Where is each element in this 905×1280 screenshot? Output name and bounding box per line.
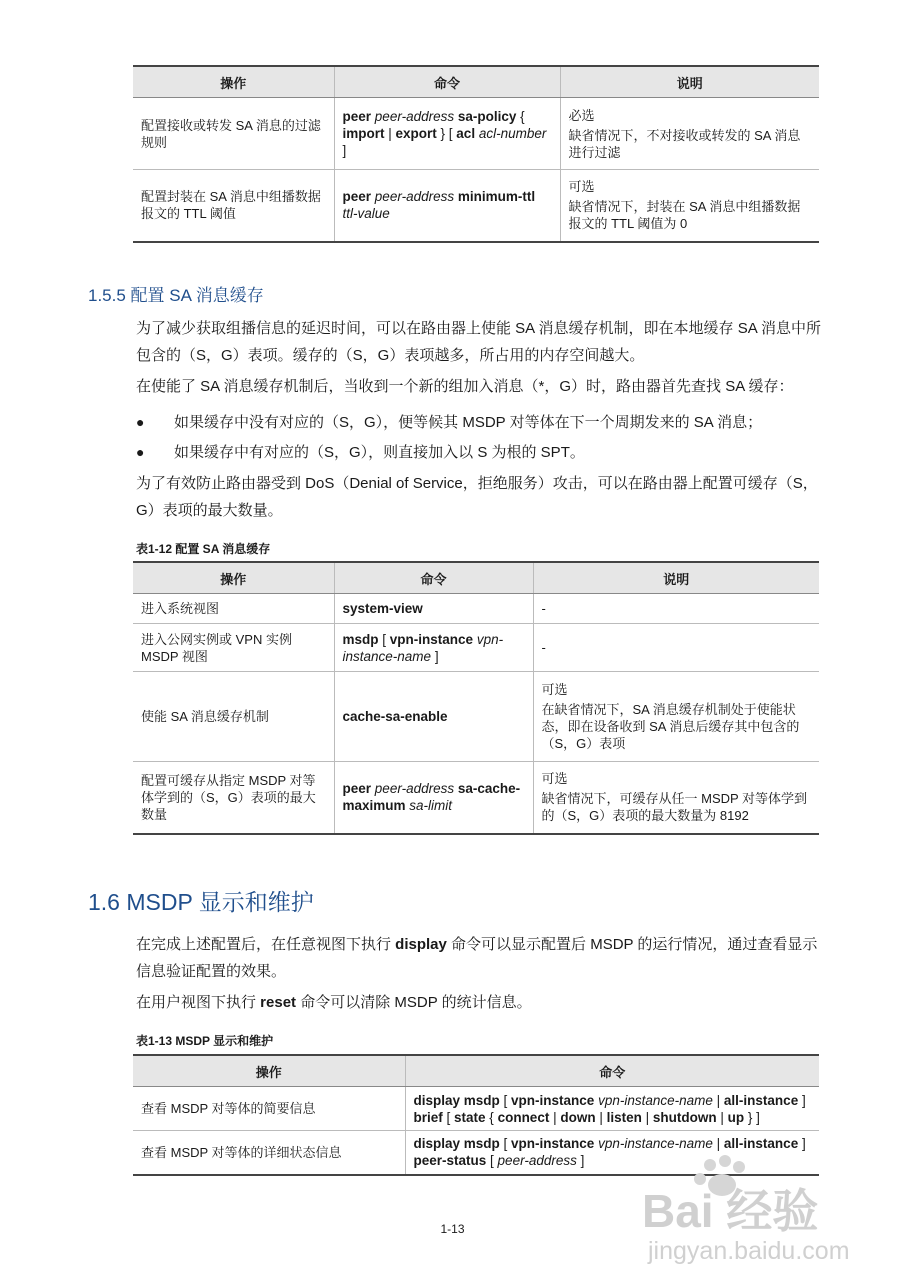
desc-requirement: 必选 xyxy=(568,107,595,123)
cmd-cell: peer peer-address sa-cache-maximum sa-limit xyxy=(334,762,533,834)
section-heading-1-6: 1.6 MSDP 显示和维护 xyxy=(88,889,314,915)
desc-requirement: 可选 xyxy=(568,179,595,195)
col-header-op: 操作 xyxy=(133,562,334,594)
watermark-url: jingyan.baidu.com xyxy=(648,1237,850,1265)
op-cell: 进入系统视图 xyxy=(133,594,334,624)
col-header-desc: 说明 xyxy=(560,66,819,98)
cmd-cell: display msdp [ vpn-instance vpn-instance-name | all-instance ] peer-status [ peer-address ] xyxy=(405,1131,819,1175)
paragraph: 在完成上述配置后，在任意视图下执行 display 命令可以显示配置后 MSDP 的运行情况，通过查看显示信息验证配置的效果。 xyxy=(136,936,818,980)
table-row xyxy=(133,594,819,624)
cmd-cell: peer peer-address sa-policy { import | export } [ acl acl-number ] xyxy=(334,98,560,170)
paragraph: 在用户视图下执行 reset 命令可以清除 MSDP 的统计信息。 xyxy=(136,994,532,1011)
watermark-logo: Bai 经验 xyxy=(642,1185,819,1237)
desc-requirement: 可选 xyxy=(541,682,568,697)
baidu-jingyan-watermark xyxy=(640,1155,865,1270)
table-caption: 表1-13 MSDP 显示和维护 xyxy=(136,1034,274,1048)
table-row xyxy=(133,762,819,834)
desc-cell xyxy=(533,594,819,624)
op-cell: 进入公网实例或 VPN 实例 MSDP 视图 xyxy=(133,624,334,672)
col-header-op: 操作 xyxy=(133,1055,405,1087)
op-cell: 配置封装在 SA 消息中组播数据报文的 TTL 阈值 xyxy=(133,170,334,242)
op-cell: 使能 SA 消息缓存机制 xyxy=(133,672,334,762)
cmd-cell: system-view xyxy=(334,594,533,624)
desc-cell xyxy=(533,762,819,834)
col-header-cmd: 命令 xyxy=(334,66,560,98)
paragraph: 为了有效防止路由器受到 DoS（Denial of Service，拒绝服务）攻击，可以在路由器上配置可缓存（S，G）表项的最大数量。 xyxy=(136,475,818,519)
table-row xyxy=(133,98,819,170)
op-cell: 查看 MSDP 对等体的详细状态信息 xyxy=(133,1131,405,1175)
desc-text: 缺省情况下，不对接收或转发的 SA 消息进行过滤 xyxy=(568,127,801,160)
op-cell: 配置接收或转发 SA 消息的过滤规则 xyxy=(133,98,334,170)
table-peer-config xyxy=(133,65,819,243)
desc-cell xyxy=(533,624,819,672)
desc-requirement: - xyxy=(541,601,546,616)
bullet-icon: ● xyxy=(136,444,145,460)
desc-cell xyxy=(560,170,819,242)
col-header-cmd: 命令 xyxy=(405,1055,819,1087)
section-heading-1-5-5: 1.5.5 配置 SA 消息缓存 xyxy=(88,286,264,305)
table-row xyxy=(133,1087,819,1131)
desc-requirement: 可选 xyxy=(541,771,568,787)
paragraph: 为了减少获取组播信息的延迟时间，可以在路由器上使能 SA 消息缓存机制，即在本地缓存 SA 消息中所包含的（S，G）表项。缓存的（S，G）表项越多，所占用的内存空间越大。 xyxy=(136,320,822,364)
document-page: 操作 命令 说明 配置接收或转发 SA 消息的过滤规则 peer peer-address sa-policy { import | export } [ acl acl-number ] 必选 缺省情况下，不对接收或转发的 SA 消息进行过滤 配置封装在 SA 消息中组播数据报文的 TTL 阈值 peer peer-address minimum-ttl ttl-value 可选 缺省情况下，封装在 SA 消息中组播数据报文的 TTL 阈值为 0 1.5.5 配置 SA 消息缓存 为了减少获取组播信息的延迟时间，可以在路由器上使能 SA 消息缓存机制，即在本地缓存 SA 消息中所包含的（S，G）表项。缓存的（S，G）表项越多，所占用的内存空间越大。 在使能了 SA 消息缓存机制后，当收到一个新的组加入消息（*，G）时，路由器首先查找 SA 缓存： ● 如果缓存中没有对应的（S，G），便等候其 MSDP 对等体在下一个周期发来的 SA 消息； ● 如果缓存中有对应的（S，G），则直接加入以 S 为根的 SPT。 为了有效防止路由器受到 DoS（Denial of Service，拒绝服务）攻击，可以在路由器上配置可缓存（S，G）表项的最大数量。 表1-12 配置 SA 消息缓存 操作 命令 说明 进入系统视图 system-view - 进入公网实例或 VPN 实例 MSDP 视图 msdp [ vpn-instance vpn-instance-name ] - 使能 SA 消息缓存机制 cache-sa-enable 可选 在缺省情况下，SA 消息缓存机制处于使能状态，即在设备收到 SA 消息后缓存其中包含的（S，G）表项 配置可缓存从指定 MSDP 对等体学到的（S，G）表项的最大数量 peer peer-address sa-cache-maximum sa-limit 可选 缺省情况下，可缓存从任一 MSDP 对等体学到的（S，G）表项的最大数量为 8192 1.6 MSDP 显示和维护 在完成上述配置后，在任意视图下执行 display 命令可以显示配置后 MSDP 的运行情况，通过查看显示信息验证配置的效果。 在用户视图下执行 reset 命令可以清除 MSDP 的统计信息。 表1-13 MSDP 显示和维护 操作 命令 查看 MSDP 对等体的简要信息 display msdp [ vpn-instance vpn-instance-name | all-instance ] brief [ state { connect | down | listen | shutdown | up } ] 查看 MSDP 对等体的详细状态信息 display msdp [ vpn-instance vpn-instance-name | all-instance ] peer-status [ peer-address ] 1-13 Bai 经验 jingyan.baidu.com xyxy=(0,0,905,1280)
desc-cell xyxy=(533,672,819,762)
table-sa-cache xyxy=(133,561,819,835)
desc-text: 缺省情况下，封装在 SA 消息中组播数据报文的 TTL 阈值为 0 xyxy=(568,199,801,232)
col-header-desc: 说明 xyxy=(533,562,819,594)
col-header-op: 操作 xyxy=(133,66,334,98)
desc-cell xyxy=(560,98,819,170)
table-row xyxy=(133,170,819,242)
table-caption: 表1-12 配置 SA 消息缓存 xyxy=(136,542,271,556)
op-cell: 配置可缓存从指定 MSDP 对等体学到的（S，G）表项的最大数量 xyxy=(133,762,334,834)
desc-text: 在缺省情况下，SA 消息缓存机制处于使能状态，即在设备收到 SA 消息后缓存其中包含的（S，G）表项 xyxy=(541,702,800,751)
cmd-cell: cache-sa-enable xyxy=(334,672,533,762)
cmd-cell: display msdp [ vpn-instance vpn-instance-name | all-instance ] brief [ state { connect | down | listen | shutdown | up } ] xyxy=(405,1087,819,1131)
table-row xyxy=(133,624,819,672)
col-header-cmd: 命令 xyxy=(334,562,533,594)
cmd-cell: msdp [ vpn-instance vpn-instance-name ] xyxy=(334,624,533,672)
desc-text: 缺省情况下，可缓存从任一 MSDP 对等体学到的（S，G）表项的最大数量为 8192 xyxy=(541,791,808,824)
bullet-icon: ● xyxy=(136,414,145,430)
page-number: 1-13 xyxy=(440,1222,465,1236)
paragraph: 在使能了 SA 消息缓存机制后，当收到一个新的组加入消息（*，G）时，路由器首先查找 SA 缓存： xyxy=(136,378,794,395)
cmd-cell: peer peer-address minimum-ttl ttl-value xyxy=(334,170,560,242)
table-row xyxy=(133,672,819,762)
desc-requirement: - xyxy=(541,640,546,655)
op-cell: 查看 MSDP 对等体的简要信息 xyxy=(133,1087,405,1131)
